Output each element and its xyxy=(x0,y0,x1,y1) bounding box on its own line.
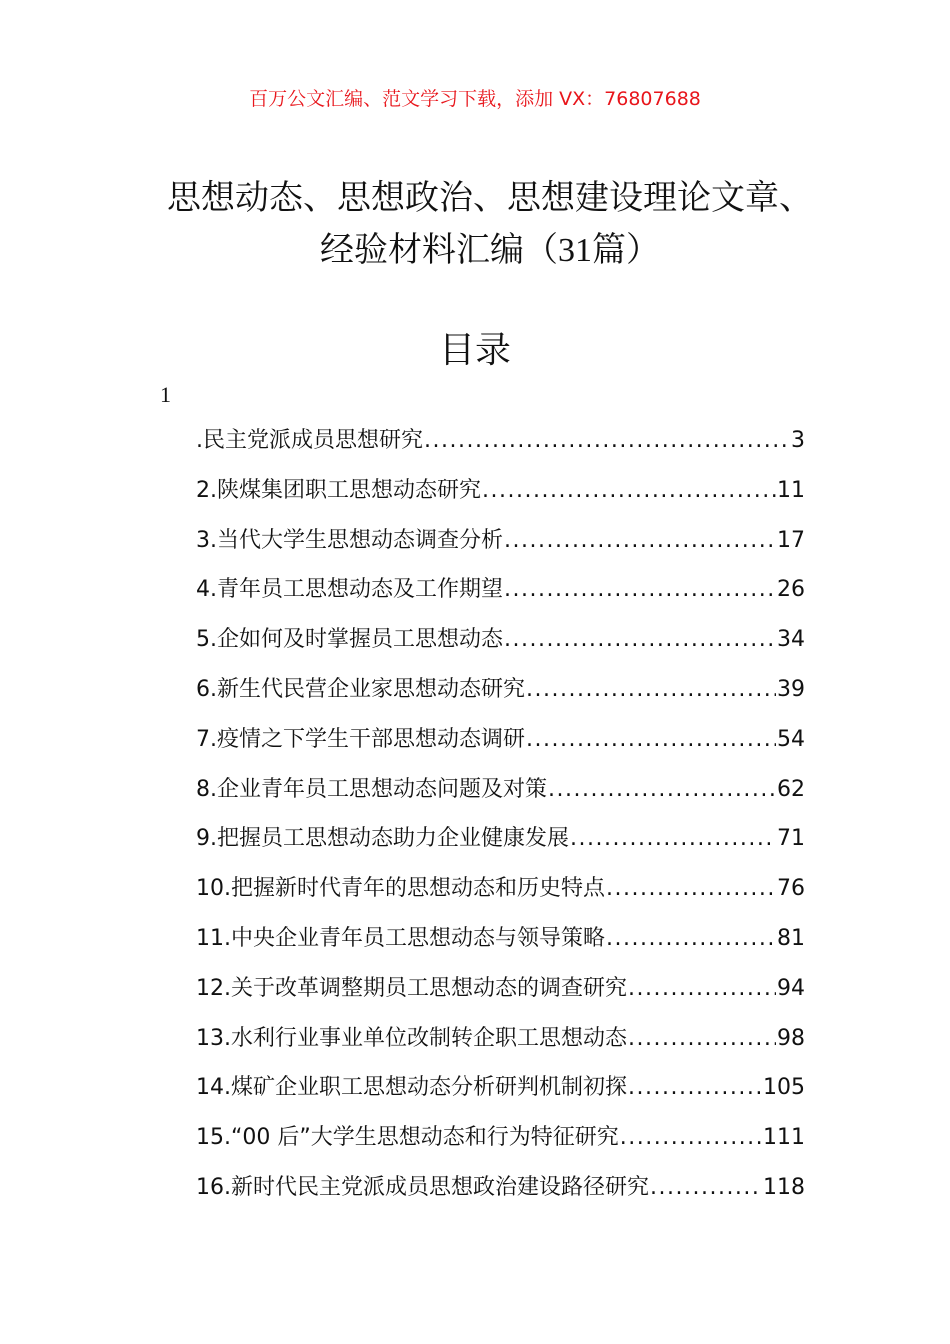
toc-leader-dots xyxy=(606,876,776,901)
toc-entry[interactable] xyxy=(196,722,805,772)
document-title xyxy=(100,172,880,277)
title-line-2-prefix: 经验材料汇编（ xyxy=(320,230,558,270)
toc-entry-page: 11 xyxy=(777,477,805,503)
toc-entry-title: 13.水利行业事业单位改制转企职工思想动态 xyxy=(196,1025,627,1051)
toc-leader-dots xyxy=(526,727,776,752)
title-line-2 xyxy=(100,224,880,277)
toc-entry[interactable] xyxy=(196,1120,805,1170)
toc-leader-dots xyxy=(628,1075,762,1100)
toc-entry-page: 17 xyxy=(777,527,805,553)
title-line-1: 思想动态、思想政治、思想建设理论文章、 xyxy=(167,178,813,218)
toc-entry-title: 8.企业青年员工思想动态问题及对策 xyxy=(196,776,547,802)
toc-entry-page: 98 xyxy=(777,1025,805,1051)
toc-entry-page: 111 xyxy=(763,1125,805,1151)
toc-entry-title: 15.“00 后”大学生思想动态和行为特征研究 xyxy=(196,1125,619,1151)
toc-entry-title: 7.疫情之下学生干部思想动态调研 xyxy=(196,726,525,752)
toc-entry-title: 11.中央企业青年员工思想动态与领导策略 xyxy=(196,925,605,951)
toc-entry[interactable] xyxy=(196,1070,805,1120)
toc-entry-title: 10.把握新时代青年的思想动态和历史特点 xyxy=(196,876,605,902)
toc-entry[interactable] xyxy=(196,772,805,822)
table-of-contents xyxy=(196,423,805,1220)
toc-entry-title: 2.陕煤集团职工思想动态研究 xyxy=(196,477,481,503)
toc-entry[interactable] xyxy=(196,821,805,871)
toc-leader-dots xyxy=(606,926,776,951)
toc-entry-title: 6.新生代民营企业家思想动态研究 xyxy=(196,676,525,702)
toc-entry-title: 16.新时代民主党派成员思想政治建设路径研究 xyxy=(196,1174,649,1200)
toc-entry[interactable] xyxy=(196,921,805,971)
title-article-count: 31 xyxy=(558,232,592,269)
toc-entry-title: 14.煤矿企业职工思想动态分析研判机制初探 xyxy=(196,1075,627,1101)
toc-entry-page: 26 xyxy=(777,577,805,603)
toc-leader-dots xyxy=(620,1125,762,1150)
toc-entry-page: 105 xyxy=(763,1075,805,1101)
toc-entry[interactable] xyxy=(196,672,805,722)
toc-leader-dots xyxy=(570,826,776,851)
toc-entry-title: 5.企如何及时掌握员工思想动态 xyxy=(196,627,503,653)
toc-entry-page: 94 xyxy=(777,975,805,1001)
toc-entry[interactable] xyxy=(196,1021,805,1071)
toc-leader-dots xyxy=(504,528,776,553)
toc-entry-page: 81 xyxy=(777,925,805,951)
toc-entry[interactable] xyxy=(196,1170,805,1220)
stray-list-number: 1 xyxy=(160,382,171,407)
toc-entry-page: 62 xyxy=(777,776,805,802)
toc-entry[interactable] xyxy=(196,622,805,672)
toc-entry[interactable] xyxy=(196,871,805,921)
toc-entry-page: 54 xyxy=(777,726,805,752)
toc-heading: 目录 xyxy=(438,330,511,371)
toc-entry-page: 76 xyxy=(777,876,805,902)
toc-entry-page: 118 xyxy=(763,1174,805,1200)
toc-entry-title: 3.当代大学生思想动态调查分析 xyxy=(196,527,503,553)
toc-entry-title: 4.青年员工思想动态及工作期望 xyxy=(196,577,503,603)
title-line-2-suffix: 篇） xyxy=(592,230,660,270)
toc-entry[interactable] xyxy=(196,523,805,573)
toc-entry-page: 71 xyxy=(777,826,805,852)
toc-leader-dots xyxy=(628,976,776,1001)
toc-leader-dots xyxy=(424,428,790,453)
toc-entry[interactable] xyxy=(196,423,805,473)
toc-entry-title: 9.把握员工思想动态助力企业健康发展 xyxy=(196,826,569,852)
toc-leader-dots xyxy=(628,1026,776,1051)
toc-entry-title: .民主党派成员思想研究 xyxy=(196,428,423,453)
toc-leader-dots xyxy=(548,777,776,802)
toc-leader-dots xyxy=(504,627,776,652)
toc-entry-page: 34 xyxy=(777,627,805,653)
toc-entry-title: 12.关于改革调整期员工思想动态的调查研究 xyxy=(196,975,627,1001)
toc-entry[interactable] xyxy=(196,473,805,523)
promo-header-note: 百万公文汇编、范文学习下载，添加 VX：76807688 xyxy=(249,88,701,110)
toc-entry[interactable] xyxy=(196,971,805,1021)
toc-leader-dots xyxy=(482,478,776,503)
toc-leader-dots xyxy=(504,577,776,602)
toc-entry-page: 3 xyxy=(791,428,805,453)
toc-leader-dots xyxy=(650,1175,762,1200)
toc-entry[interactable] xyxy=(196,572,805,622)
toc-entry-page: 39 xyxy=(777,676,805,702)
toc-leader-dots xyxy=(526,677,776,702)
